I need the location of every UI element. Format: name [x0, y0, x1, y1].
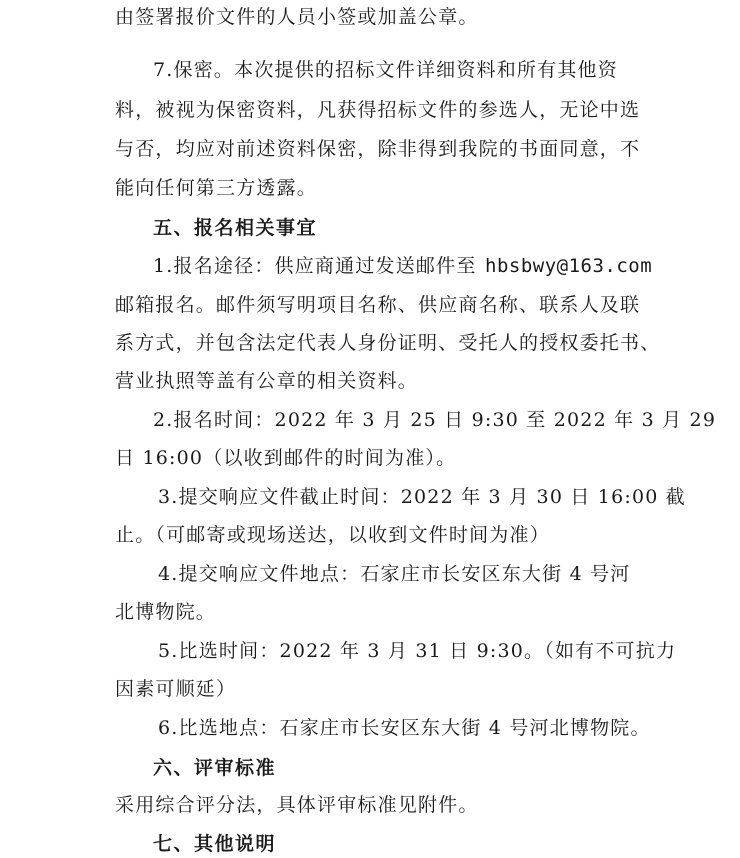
text-line: 3.提交响应文件截止时间：2022 年 3 月 30 日 16:00 截 — [158, 486, 686, 508]
text-line: 北博物院。 — [115, 601, 217, 623]
text-line: 能向任何第三方透露。 — [115, 177, 318, 199]
text-line: 1.报名途径：供应商通过发送邮件至 — [153, 255, 477, 277]
text-line: 系方式，并包含法定代表人身份证明、受托人的授权委托书、 — [115, 332, 661, 354]
email-address: hbsbwy@163.com — [485, 255, 653, 277]
text-line: 营业执照等盖有公章的相关资料。 — [115, 370, 419, 392]
text-line: 4.提交响应文件地点：石家庄市长安区东大街 4 号河 — [158, 563, 631, 585]
text-line: 2.报名时间：2022 年 3 月 25 日 9:30 至 2022 年 3 月 29 — [153, 409, 717, 431]
text-line: 5.比选时间：2022 年 3 月 31 日 9:30。（如有不可抗力 — [158, 640, 677, 662]
section-heading: 五、报名相关事宜 — [153, 217, 318, 239]
text-line: 采用综合评分法，具体评审标准见附件。 — [115, 794, 479, 816]
text-line: 因素可顺延） — [115, 678, 237, 700]
text-line: 与否，均应对前述资料保密，除非得到我院的书面同意，不 — [115, 138, 641, 160]
text-line: 由签署报价文件的人员小签或加盖公章。 — [115, 6, 479, 28]
text-line: 日 16:00（以收到邮件的时间为准）。 — [115, 447, 457, 469]
section-heading: 六、评审标准 — [153, 757, 277, 779]
text-line: 7.保密。本次提供的招标文件详细资料和所有其他资 — [153, 59, 618, 81]
text-line: 邮箱报名。邮件须写明项目名称、供应商名称、联系人及联 — [115, 294, 641, 316]
section-heading: 七、其他说明 — [153, 833, 277, 855]
text-line: 6.比选地点：石家庄市长安区东大街 4 号河北博物院。 — [158, 717, 651, 739]
text-line: 料，被视为保密资料，凡获得招标文件的参选人，无论中选 — [115, 99, 641, 121]
text-line: 止。（可邮寄或现场送达，以收到文件时间为准） — [115, 524, 550, 546]
